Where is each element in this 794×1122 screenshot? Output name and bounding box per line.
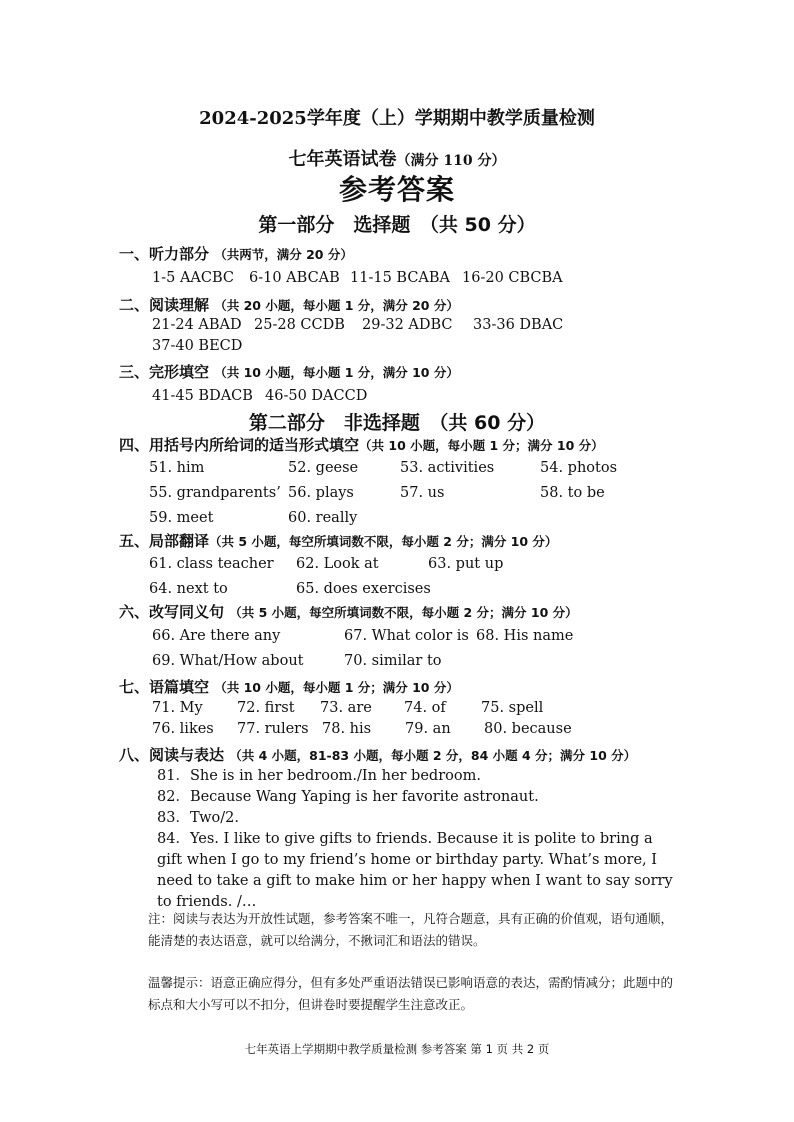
answer-cell: 72. first <box>237 700 295 716</box>
friendly-reminder: 温馨提示：语意正确应得分，但有多处严重语法错误已影响语意的表达，需酌情减分；此题中的标点和大小写可以不扣分，但讲卷时要提醒学生注意改正。 <box>148 975 674 1012</box>
exam-full-score: （满分 110 分） <box>396 153 506 169</box>
answer-cell: 53. activities <box>400 460 495 476</box>
answer-cell: 58. to be <box>540 485 605 501</box>
answer-cell: 75. spell <box>481 700 544 716</box>
section5-heading <box>119 530 557 551</box>
section8-note: （共 4 小题，81-83 小题，每小题 2 分，84 小题 4 分；满分 10 分） <box>229 748 637 763</box>
section2-note: （共 20 小题，每小题 1 分，满分 20 分） <box>214 298 459 313</box>
section3-title: 三、完形填空 <box>119 363 210 381</box>
answer-key-title: 参考答案 <box>338 173 455 206</box>
answer-cell: 54. photos <box>540 460 618 476</box>
section3-heading <box>119 361 459 382</box>
section7-title: 七、语篇填空 <box>119 678 210 696</box>
answer-cell: 70. similar to <box>344 653 442 669</box>
answer-cell: 16-20 CBCBA <box>462 270 563 286</box>
exam-title: 2024-2025学年度（上）学期期中教学质量检测 <box>199 108 595 129</box>
answer-cell: 60. really <box>288 510 358 526</box>
page-footer: 七年英语上学期期中教学质量检测 参考答案 第 1 页 共 2 页 <box>244 1042 550 1056</box>
answer-cell: 61. class teacher <box>149 556 274 572</box>
answer-83: 83．Two/2. <box>157 810 239 826</box>
grading-note: 注：阅读与表达为开放性试题，参考答案不唯一，凡符合题意，具有正确的价值观，语句通顺，能清楚的表达语意，就可以给满分，不揪词汇和语法的错误。 <box>148 911 674 948</box>
section4-title: 四、用括号内所给词的适当形式填空 <box>119 436 360 454</box>
part1-title: 第一部分 选择题 （共 50 分） <box>258 214 536 236</box>
answer-cell: 67. What color is <box>344 628 469 644</box>
answer-cell: 29-32 ADBC <box>362 317 453 333</box>
answer-cell: 65. does exercises <box>296 581 431 597</box>
answer-81: 81．She is in her bedroom./In her bedroom. <box>157 768 481 784</box>
section2-title: 二、阅读理解 <box>119 296 210 314</box>
answer-cell: 57. us <box>400 485 445 501</box>
answer-cell: 69. What/How about <box>152 653 304 669</box>
answer-cell: 73. are <box>320 700 372 716</box>
section4-heading <box>119 434 604 455</box>
answer-cell: 62. Look at <box>296 556 379 572</box>
section8-heading <box>119 744 636 765</box>
answer-cell: 37-40 BECD <box>152 338 243 354</box>
section4-note: （共 10 小题，每小题 1 分；满分 10 分） <box>359 438 604 453</box>
answer-cell: 74. of <box>404 700 446 716</box>
section2-heading <box>119 294 459 315</box>
answer-cell: 68. His name <box>476 628 574 644</box>
answer-cell: 66. Are there any <box>152 628 281 644</box>
section6-heading <box>119 601 578 622</box>
answer-84: 84．Yes. I like to give gifts to friends. Because it is polite to bring a gift when I go to my friend’s home or birthday party. What’s more, I need to take a gift to make him or her happy when I want to say sorry to friends. /… <box>157 831 673 910</box>
answer-cell: 25-28 CCDB <box>254 317 345 333</box>
answer-cell: 78. his <box>322 721 372 737</box>
answer-cell: 79. an <box>405 721 451 737</box>
answer-cell: 11-15 BCABA <box>350 270 451 286</box>
exam-subject: 七年英语试卷 <box>288 149 397 170</box>
answer-cell: 56. plays <box>288 485 354 501</box>
answer-cell: 6-10 ABCAB <box>249 270 340 286</box>
part2-title: 第二部分 非选择题 （共 60 分） <box>248 412 546 434</box>
section6-note: （共 5 小题，每空所填词数不限，每小题 2 分；满分 10 分） <box>229 605 578 620</box>
answer-cell: 51. him <box>149 460 205 476</box>
answer-82: 82．Because Wang Yaping is her favorite astronaut. <box>157 789 539 805</box>
answer-cell: 46-50 DACCD <box>265 388 368 404</box>
answer-cell: 76. likes <box>152 721 214 737</box>
section5-note: （共 5 小题，每空所填词数不限，每小题 2 分；满分 10 分） <box>209 534 558 549</box>
answer-cell: 33-36 DBAC <box>473 317 564 333</box>
section1-heading <box>119 243 353 264</box>
answer-cell: 52. geese <box>288 460 359 476</box>
section8-title: 八、阅读与表达 <box>119 746 225 764</box>
answer-cell: 59. meet <box>149 510 214 526</box>
section1-title: 一、听力部分 <box>119 245 210 263</box>
section1-note: （共两节，满分 20 分） <box>214 247 353 262</box>
answer-cell: 55. grandparents’ <box>149 485 281 501</box>
section5-title: 五、局部翻译 <box>119 532 210 550</box>
section6-title: 六、改写同义句 <box>119 603 225 621</box>
section3-note: （共 10 小题，每小题 1 分，满分 10 分） <box>214 365 459 380</box>
section7-heading <box>119 676 459 697</box>
answer-cell: 21-24 ABAD <box>152 317 242 333</box>
answer-cell: 80. because <box>484 721 572 737</box>
answer-cell: 63. put up <box>428 556 504 572</box>
section7-note: （共 10 小题，每小题 1 分；满分 10 分） <box>214 680 459 695</box>
answer-cell: 64. next to <box>149 581 228 597</box>
answer-cell: 41-45 BDACB <box>152 388 253 404</box>
answer-cell: 1-5 AACBC <box>152 270 235 286</box>
answer-cell: 77. rulers <box>237 721 309 737</box>
answer-cell: 71. My <box>152 700 203 716</box>
